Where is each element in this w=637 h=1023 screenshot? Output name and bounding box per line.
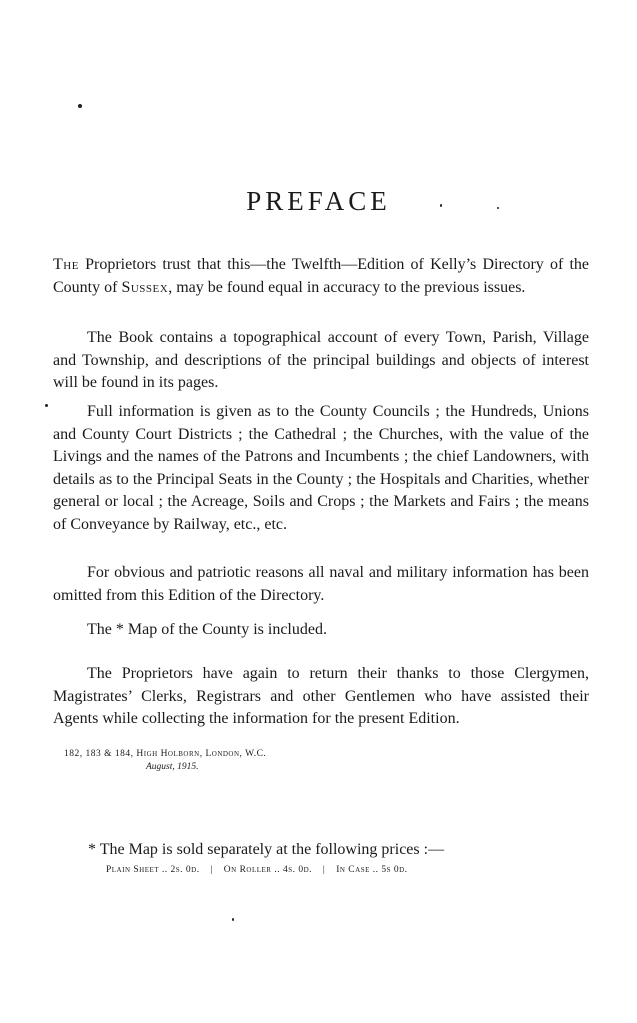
ink-speck xyxy=(232,918,234,921)
paragraph-information xyxy=(53,401,589,537)
paragraph-thanks xyxy=(53,663,589,731)
ink-speck xyxy=(45,404,48,407)
price-separator: | xyxy=(210,865,213,875)
paragraph-omission xyxy=(53,562,589,607)
ink-speck xyxy=(78,104,82,108)
paragraph-intro-text-a: Proprietors trust that this—the Twelfth—Edition of Kelly’s Directory of the County of xyxy=(53,256,589,296)
publication-date: August, 1915. xyxy=(146,762,199,772)
paragraph-information-text: Full information is given as to the County Councils ; the Hundreds, Unions and County Court Districts ; the Cathedral ; the Churches, with the value of the Livings and the names of the Patrons and Incumbents ; the chief Landowners, with details as to the Principal Seats in the County ; the Hospitals and Charities, whether general or local ; the Acreage, Soils and Crops ; the Markets and Fairs ; the means of Conveyance by Railway, etc., etc. xyxy=(53,403,589,533)
paragraph-thanks-text: The Proprietors have again to return their thanks to those Clergymen, Magistrates’ Clerks, Registrars and other Gentlemen who have assisted their Agents while collecting the information for the present Edition. xyxy=(53,665,589,728)
price-separator: | xyxy=(322,865,326,875)
price-on-roller: On Roller .. 4s. 0d. xyxy=(223,865,313,875)
paragraph-omission-text: For obvious and patriotic reasons all naval and military information has been omitted from this Edition of the Directory. xyxy=(53,564,589,604)
publisher-imprint xyxy=(64,748,266,774)
paragraph-contents xyxy=(53,327,589,395)
publisher-address: 182, 183 & 184, High Holborn, London, W.C. xyxy=(64,749,267,759)
paragraph-intro-text-b: , may be found equal in accuracy to the previous issues. xyxy=(168,278,526,296)
paragraph-intro xyxy=(53,254,589,299)
map-price-list xyxy=(106,865,416,875)
paragraph-contents-text: The Book contains a topographical account of every Town, Parish, Village and Township, and descriptions of the principal buildings and objects of interest will be found in its pages. xyxy=(53,329,589,392)
paragraph-map xyxy=(53,619,589,642)
lead-word: The xyxy=(53,256,79,273)
price-plain-sheet: Plain Sheet .. 2s. 0d. xyxy=(106,865,200,875)
page-title: PREFACE xyxy=(246,186,391,216)
county-name: Sussex xyxy=(121,278,169,296)
map-price-note: * The Map is sold separately at the following prices :— xyxy=(88,841,445,858)
paragraph-map-text: The * Map of the County is included. xyxy=(87,621,327,638)
price-in-case: In Case .. 5s 0d. xyxy=(336,865,408,875)
